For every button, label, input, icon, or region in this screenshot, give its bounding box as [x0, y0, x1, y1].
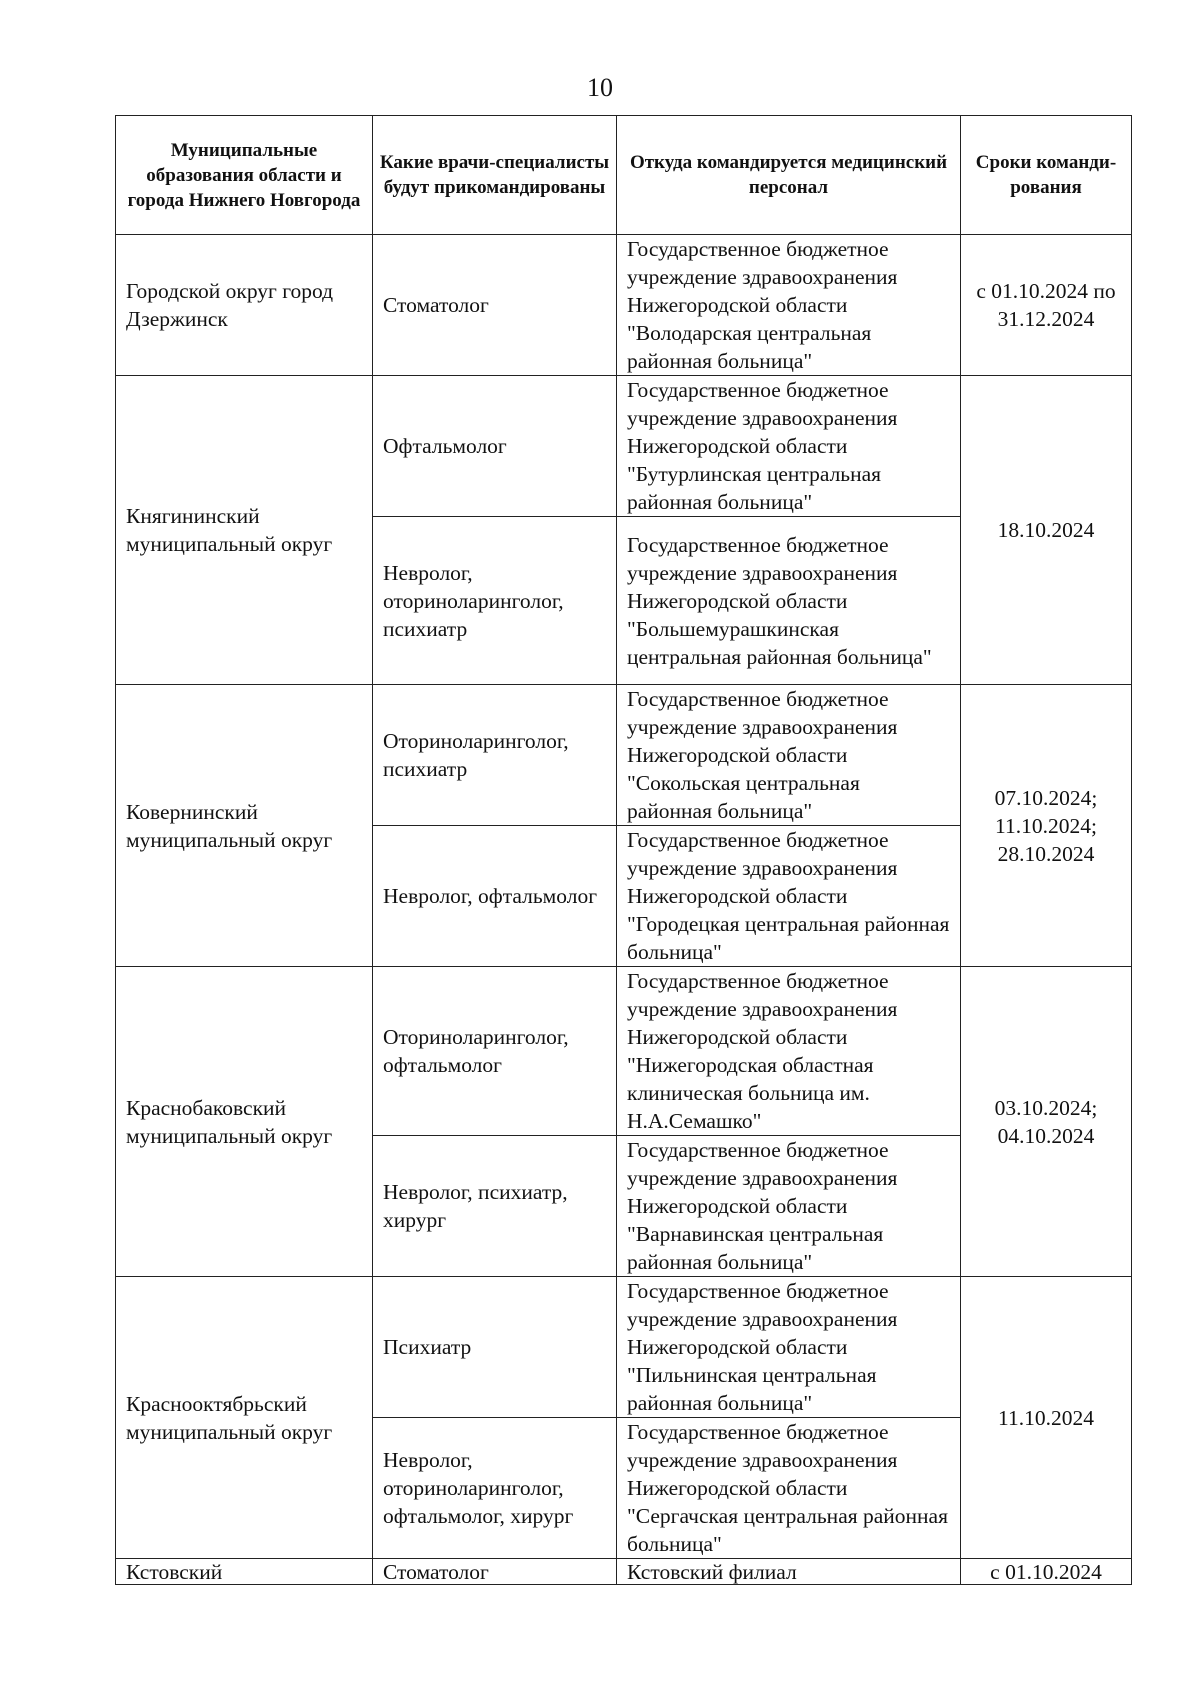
dates-cell: 11.10.2024 [961, 1277, 1132, 1559]
secondment-table [115, 115, 1132, 1585]
header-origin: Откуда командируется медицинский персонал [617, 116, 961, 235]
origin-cell: Кстовский филиал [617, 1559, 961, 1585]
specialists-cell: Стоматолог [373, 235, 617, 376]
specialists-cell: Стоматолог [373, 1559, 617, 1585]
origin-cell: Государственное бюджетное учреждение здравоохранения Нижегородской области "Пильнинская центральная районная больница" [617, 1277, 961, 1418]
table-header-row [116, 116, 1132, 235]
specialists-cell: Невролог, психиатр, хирург [373, 1136, 617, 1277]
table-row [116, 1559, 1132, 1585]
dates-cell: 07.10.2024; 11.10.2024; 28.10.2024 [961, 685, 1132, 967]
table-row [116, 685, 1132, 826]
origin-cell: Государственное бюджетное учреждение здравоохранения Нижегородской области "Бутурлинская центральная районная больница" [617, 376, 961, 517]
specialists-cell: Офтальмолог [373, 376, 617, 517]
municipality-cell: Ковернинский муниципальный округ [116, 685, 373, 967]
origin-cell: Государственное бюджетное учреждение здравоохранения Нижегородской области "Городецкая центральная районная больница" [617, 826, 961, 967]
specialists-cell: Оториноларинголог, офтальмолог [373, 967, 617, 1136]
table-row [116, 967, 1132, 1136]
municipality-cell: Кстовский [116, 1559, 373, 1585]
header-specialists: Какие врачи-специалисты будут прикомандированы [373, 116, 617, 235]
specialists-cell: Психиатр [373, 1277, 617, 1418]
origin-cell: Государственное бюджетное учреждение здравоохранения Нижегородской области "Большемурашкинская центральная районная больница" [617, 517, 961, 685]
header-dates: Сроки команди-рования [961, 116, 1132, 235]
origin-cell: Государственное бюджетное учреждение здравоохранения Нижегородской области "Варнавинская центральная районная больница" [617, 1136, 961, 1277]
municipality-cell: Краснобаковский муниципальный округ [116, 967, 373, 1277]
municipality-cell: Краснооктябрьский муниципальный округ [116, 1277, 373, 1559]
specialists-cell: Невролог, оториноларинголог, психиатр [373, 517, 617, 685]
dates-cell: 18.10.2024 [961, 376, 1132, 685]
specialists-cell: Невролог, оториноларинголог, офтальмолог, хирург [373, 1418, 617, 1559]
table-row [116, 235, 1132, 376]
page-number: 10 [587, 73, 613, 102]
dates-cell: с 01.10.2024 по 31.12.2024 [961, 235, 1132, 376]
table-row [116, 376, 1132, 517]
dates-cell: 03.10.2024; 04.10.2024 [961, 967, 1132, 1277]
municipality-cell: Городской округ город Дзержинск [116, 235, 373, 376]
specialists-cell: Оториноларинголог, психиатр [373, 685, 617, 826]
origin-cell: Государственное бюджетное учреждение здравоохранения Нижегородской области "Володарская центральная районная больница" [617, 235, 961, 376]
origin-cell: Государственное бюджетное учреждение здравоохранения Нижегородской области "Нижегородская областная клиническая больница им. Н.А.Семашко" [617, 967, 961, 1136]
specialists-cell: Невролог, офтальмолог [373, 826, 617, 967]
municipality-cell: Княгининский муниципальный округ [116, 376, 373, 685]
table-row [116, 1277, 1132, 1418]
origin-cell: Государственное бюджетное учреждение здравоохранения Нижегородской области "Сергачская центральная районная больница" [617, 1418, 961, 1559]
header-municipality: Муниципальные образования области и города Нижнего Новгорода [116, 116, 373, 235]
dates-cell: с 01.10.2024 [961, 1559, 1132, 1585]
origin-cell: Государственное бюджетное учреждение здравоохранения Нижегородской области "Сокольская центральная районная больница" [617, 685, 961, 826]
